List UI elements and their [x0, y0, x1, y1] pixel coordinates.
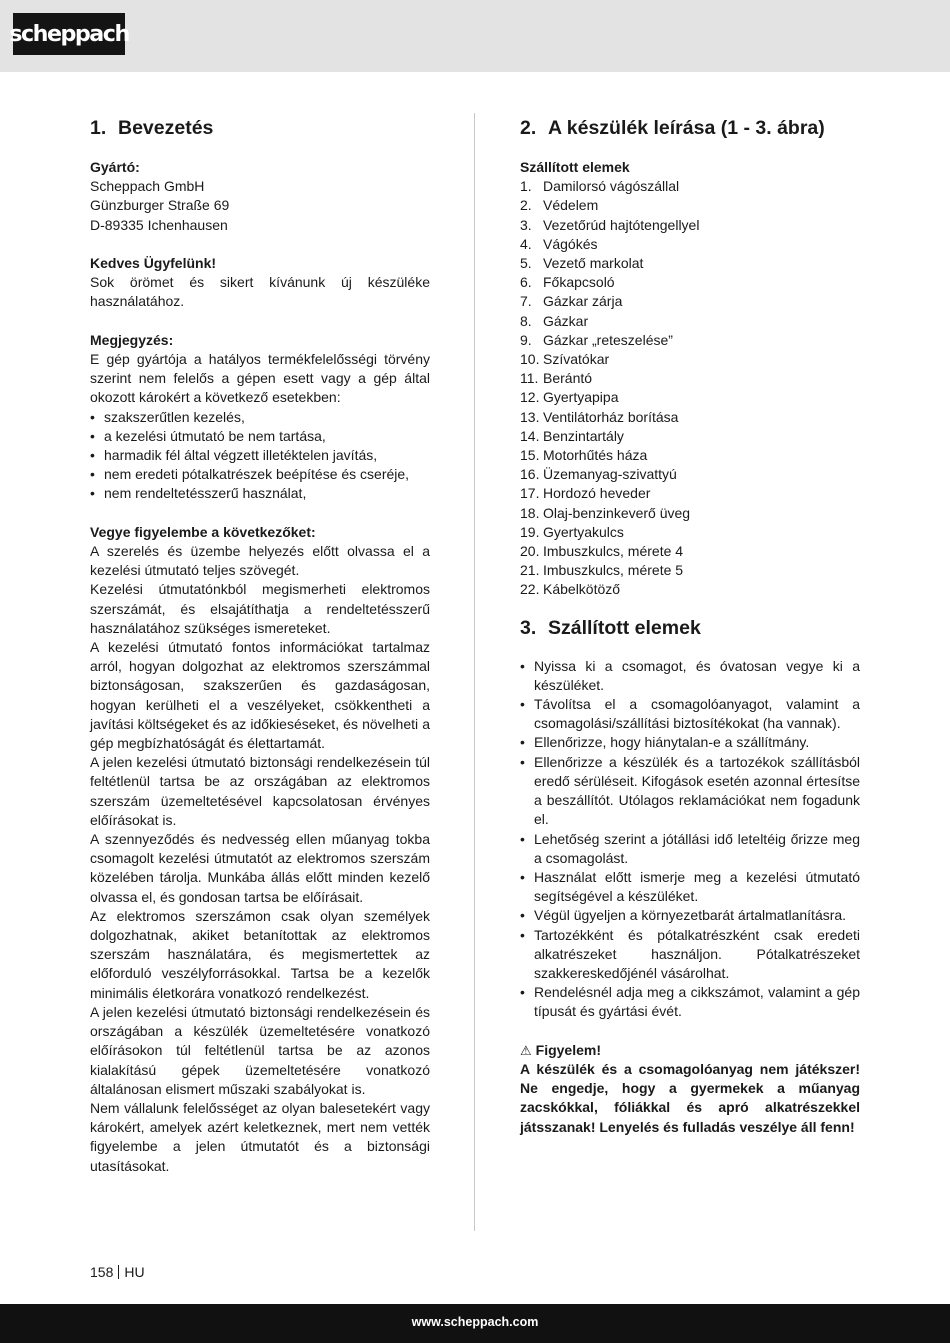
list-item	[520, 427, 860, 446]
list-item	[520, 216, 860, 235]
list-item	[520, 273, 860, 292]
item-number: 15.	[520, 447, 540, 464]
item-label: Berántó	[543, 370, 593, 387]
list-item: • Nyissa ki a csomagot, és óvatosan vegye ki a készüléket.	[520, 657, 860, 695]
language-code: HU	[124, 1264, 145, 1280]
item-label: Gázkar	[543, 312, 589, 329]
dear-customer-label: Kedves Ügyfelünk!	[90, 255, 217, 271]
item-number: 11.	[520, 370, 539, 387]
note-label: Megjegyzés:	[90, 331, 174, 348]
item-number: 18.	[520, 504, 540, 521]
item-label: Vezetőrúd hajtótengellyel	[543, 216, 700, 233]
observe-paragraph: A szennyeződés és nedvesség ellen műanyag tokba csomagolt kezelési útmutatót az elektromos szerszám közelében tárolja. Munkába állás előtt minden kezelő olvassa el, és gondosan tartsa be előírásait.	[90, 831, 430, 905]
item-number: 20.	[520, 543, 540, 560]
list-item: • Végül ügyeljen a környezetbarát ártalmatlanításra.	[520, 906, 860, 925]
item-label: Gyertyakulcs	[543, 523, 624, 540]
list-item	[520, 312, 860, 331]
list-item	[520, 504, 860, 523]
list-item: • harmadik fél által végzett illetéktelen javítás,	[90, 446, 430, 465]
item-number: 4.	[520, 235, 532, 252]
item-number: 5.	[520, 255, 532, 272]
observe-paragraph: Nem vállalunk felelősséget az olyan balesetekért vagy károkért, amelyek azért keletkeznek, mert nem vették figyelembe a jelen útmutatót és a biztonsági utasításokat.	[90, 1099, 430, 1174]
item-label: Imbuszkulcs, mérete 4	[543, 543, 684, 560]
section-1-heading: 1. Bevezetés	[90, 117, 214, 139]
observe-paragraph: Kezelési útmutatónkból megismerheti elektromos szerszámát, és elsajátíthatja a rendeltetésszerű használatához szükséges ismereteket.	[90, 581, 430, 636]
item-label: Vágókés	[543, 235, 598, 252]
column-divider	[474, 113, 475, 1231]
list-item: • Ellenőrizze, hogy hiánytalan-e a szállítmány.	[520, 733, 860, 752]
list-item: • Rendelésnél adja meg a cikkszámot, valamint a gép típusát és gyártási évét.	[520, 983, 860, 1021]
item-number: 17.	[520, 485, 540, 502]
item-label: Vezető markolat	[543, 255, 644, 272]
list-item	[520, 542, 860, 561]
item-label: Damilorsó vágószállal	[543, 178, 680, 195]
item-number: 8.	[520, 312, 532, 329]
note-text: E gép gyártója a hatályos termékfelelősségi törvény szerint nem felelős a gépen esett vagy a gép által okozott károkért a következő esetekben:	[90, 351, 430, 406]
item-number: 16.	[520, 466, 540, 483]
bottom-bar	[0, 1304, 950, 1343]
item-number: 3.	[520, 216, 532, 233]
item-label: Benzintartály	[543, 427, 624, 444]
list-item	[520, 292, 860, 311]
item-label: Főkapcsoló	[543, 274, 615, 291]
item-label: Gázkar „reteszelése”	[543, 331, 673, 348]
list-item	[520, 523, 860, 542]
manufacturer-line: Scheppach GmbH	[90, 178, 205, 195]
list-item: • a kezelési útmutató be nem tartása,	[90, 427, 430, 446]
dear-customer-text: Sok örömet és sikert kívánunk új készüléke használatához.	[90, 274, 430, 310]
list-item: • Használat előtt ismerje meg a kezelési útmutató segítségével a készüléket.	[520, 868, 860, 906]
list-item	[520, 196, 860, 215]
item-number: 19.	[520, 523, 540, 540]
list-item	[520, 350, 860, 369]
list-item	[520, 177, 860, 196]
manufacturer-line: Günzburger Straße 69	[90, 197, 230, 214]
section-2-heading: 2. A készülék leírása (1 - 3. ábra)	[520, 117, 825, 139]
list-item: • Ellenőrizze a készülék és a tartozékok szállításból eredő sérüléseit. Kifogások esetén azonnal értesítse a beszállítót. Utólagos reklamációkat nem fogadunk el.	[520, 753, 860, 830]
manufacturer-line: D-89335 Ichenhausen	[90, 216, 228, 233]
parts-list	[520, 177, 860, 599]
list-item	[520, 561, 860, 580]
warning-triangle-icon: ⚠	[520, 1042, 532, 1058]
item-label: Olaj-benzinkeverő üveg	[543, 504, 691, 521]
item-number: 6.	[520, 274, 532, 291]
item-number: 12.	[520, 389, 540, 406]
observe-label: Vegye figyelembe a következőket:	[90, 523, 316, 540]
delivery-list	[520, 657, 860, 1022]
list-item	[520, 369, 860, 388]
item-label: Gázkar zárja	[543, 293, 623, 310]
website-link[interactable]: www.scheppach.com	[411, 1315, 539, 1329]
list-item	[520, 388, 860, 407]
warning-heading: ⚠ Figyelem!	[520, 1041, 860, 1060]
list-item: • Tartozékként és pótalkatrészként csak eredeti alkatrészeket használjon. Pótalkatrészeket szakkereskedőjénél vásárolhat.	[520, 926, 860, 984]
list-item	[520, 484, 860, 503]
observe-paragraph: A kezelési útmutató fontos információkat tartalmaz arról, hogyan dolgozhat az elektromos szerszámmal biztonságosan, szakszerűen és gazdaságosan, hogyan kerülheti el a veszélyeket, csökkentheti a javítási költségeket és az időkieséseket, és növelheti a gép megbízhatóságát és élettartamát.	[90, 639, 430, 752]
item-number: 14.	[520, 427, 540, 444]
item-number: 9.	[520, 331, 532, 348]
item-label: Hordozó heveder	[543, 485, 651, 502]
item-label: Védelem	[543, 197, 599, 214]
observe-paragraph: A jelen kezelési útmutató biztonsági rendelkezésein és országában a készülék üzemeltetésére vonatkozó előírásokon túl feltétlenül tartsa be az azonos kialakítású gépek üzemeltetésére vonatkozó általánosan elismert műszaki szabályokat is.	[90, 1003, 430, 1097]
page-number: 158	[90, 1264, 114, 1280]
item-number: 10.	[520, 351, 540, 368]
item-label: Üzemanyag-szivattyú	[543, 466, 677, 483]
item-number: 1.	[520, 178, 532, 195]
left-column	[90, 115, 430, 1176]
observe-paragraph: A szerelés és üzembe helyezés előtt olvassa el a kezelési útmutató teljes szövegét.	[90, 543, 430, 579]
warning-text: A készülék és a csomagolóanyag nem játékszer! Ne engedje, hogy a gyermekek a műanyag zacskókkal, fóliákkal és apró alkatrészekkel játsszanak! Lenyelés és fulladás veszélye áll fenn!	[520, 1060, 860, 1135]
item-label: Szívatókar	[543, 351, 610, 368]
footer-separator	[118, 1265, 119, 1279]
right-column	[520, 115, 860, 1137]
list-item	[520, 446, 860, 465]
list-item	[520, 235, 860, 254]
page-footer	[90, 1264, 145, 1280]
list-item	[520, 331, 860, 350]
list-item	[520, 465, 860, 484]
list-item	[520, 408, 860, 427]
item-label: Motorhűtés háza	[543, 447, 648, 464]
parts-label: Szállított elemek	[520, 159, 630, 175]
list-item: • Lehetőség szerint a jótállási idő leteltéig őrizze meg a csomagolást.	[520, 830, 860, 868]
note-list	[90, 408, 430, 504]
item-number: 22.	[520, 581, 540, 598]
list-item: • nem eredeti pótalkatrészek beépítése és cseréje,	[90, 465, 430, 484]
list-item	[520, 580, 860, 599]
item-label: Gyertyapipa	[543, 389, 619, 406]
observe-paragraph: Az elektromos szerszámon csak olyan személyek dolgozhatnak, akiket betanítottak az elektromos szerszám használatára, és megismertettek az előforduló veszélyforrásokkal. Tartsa be a kezelők minimális életkorára vonatkozó rendelkezést.	[90, 907, 430, 1001]
list-item: • Távolítsa el a csomagolóanyagot, valamint a csomagolási/szállítási biztosítékokat (ha vannak).	[520, 695, 860, 733]
observe-paragraph: A jelen kezelési útmutató biztonsági rendelkezésein túl feltétlenül tartsa be az országában az elektromos szerszám üzemeltetésével kapcsolatosan érvényes előírásokat is.	[90, 754, 430, 828]
scheppach-logo: scheppach	[13, 13, 125, 55]
item-number: 2.	[520, 197, 532, 214]
item-number: 7.	[520, 293, 532, 310]
list-item	[520, 254, 860, 273]
item-label: Ventilátorház borítása	[543, 408, 679, 425]
item-label: Kábelkötöző	[543, 581, 621, 598]
header-bar	[0, 0, 950, 72]
item-number: 13.	[520, 408, 540, 425]
item-label: Imbuszkulcs, mérete 5	[543, 562, 684, 579]
item-number: 21.	[520, 562, 540, 579]
manufacturer-label: Gyártó:	[90, 159, 140, 175]
list-item: • nem rendeltetésszerű használat,	[90, 484, 430, 503]
section-3-heading: 3. Szállított elemek	[520, 616, 701, 639]
list-item: • szakszerűtlen kezelés,	[90, 408, 430, 427]
